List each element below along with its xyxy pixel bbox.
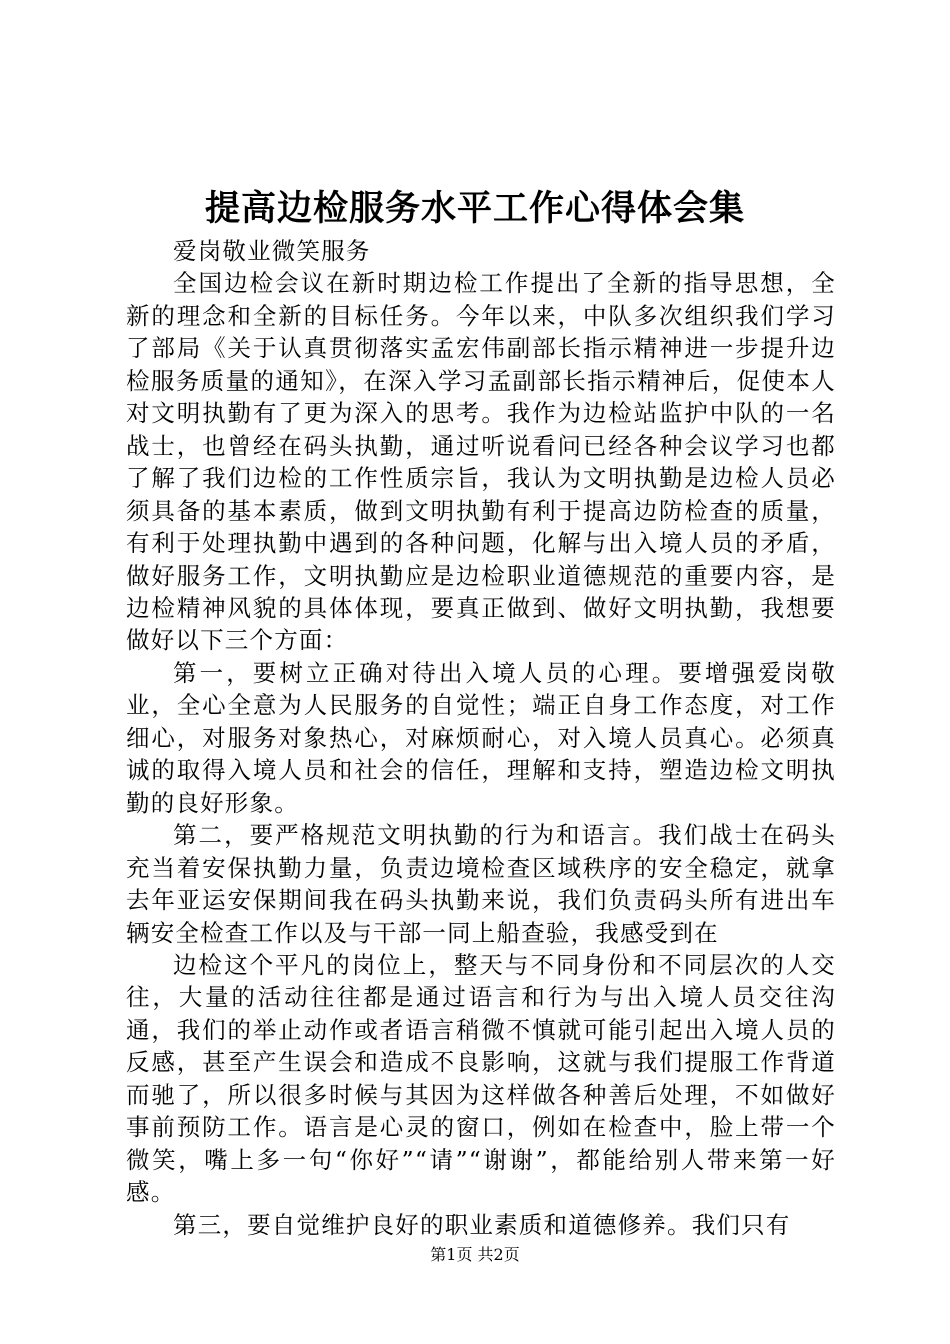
- page-number-footer: 第1页 共2页: [430, 1245, 520, 1264]
- body-paragraph: 全国边检会议在新时期边检工作提出了全新的指导思想，全新的理念和全新的目标任务。今年以来，中队多次组织我们学习了部局《关于认真贯彻落实孟宏伟副部长指示精神进一步提升边检服务质量的通知》，在深入学习孟副部长指示精神后，促使本人对文明执勤有了更为深入的思考。我作为边检站监护中队的一名战士，也曾经在码头执勤，通过听说看问已经各种会议学习也都了解了我们边检的工作性质宗旨，我认为文明执勤是边检人员必须具备的基本素质，做到文明执勤有利于提高边防检查的质量，有利于处理执勤中遇到的各种问题，化解与出入境人员的矛盾，做好服务工作，文明执勤应是边检职业道德规范的重要内容，是边检精神风貌的具体体现，要真正做到、做好文明执勤，我想要做好以下三个方面：: [126, 269, 836, 655]
- body-paragraph: 第一，要树立正确对待出入境人员的心理。要增强爱岗敬业，全心全意为人民服务的自觉性；端正自身工作态度，对工作细心，对服务对象热心，对麻烦耐心，对入境人员真心。必须真诚的取得入境人员和社会的信任，理解和支持，塑造边检文明执勤的良好形象。: [126, 658, 836, 817]
- document-subtitle: 爱岗敬业微笑服务: [173, 237, 371, 265]
- body-paragraph: 边检这个平凡的岗位上，整天与不同身份和不同层次的人交往，大量的活动往往都是通过语言和行为与出入境人员交往沟通，我们的举止动作或者语言稍微不慎就可能引起出入境人员的反感，甚至产生误会和造成不良影响，这就与我们提服工作背道而驰了，所以很多时候与其因为这样做各种善后处理，不如做好事前预防工作。语言是心灵的窗口，例如在检查中，脸上带一个微笑，嘴上多一句“你好”“请”“谢谢”，都能给别人带来第一好感。: [126, 950, 836, 1207]
- body-paragraph: 第三，要自觉维护良好的职业素质和道德修养。我们只有: [173, 1210, 791, 1239]
- document-title: 提高边检服务水平工作心得体会集: [204, 188, 745, 229]
- document-body: [126, 235, 836, 1241]
- body-paragraph: 第二，要严格规范文明执勤的行为和语言。我们战士在码头充当着安保执勤力量，负责边境检查区域秩序的安全稳定，就拿去年亚运安保期间我在码头执勤来说，我们负责码头所有进出车辆安全检查工作以及与干部一同上船查验，我感受到在: [126, 821, 836, 947]
